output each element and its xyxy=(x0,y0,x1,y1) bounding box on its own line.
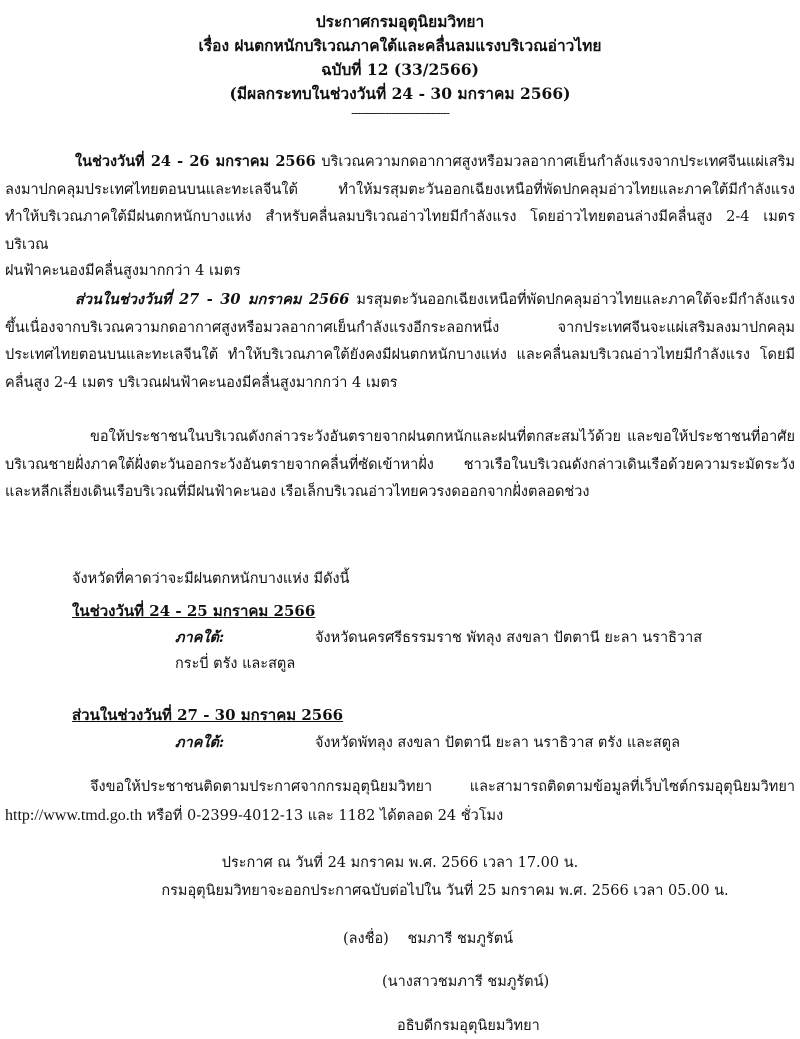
region-provinces-list: จังหวัดนครศรีธรรมราช พัทลุง สงขลา ปัตตานี ยะลา นราธิวาส xyxy=(315,630,703,646)
tmd-website-link[interactable]: http://www.tmd.go.th xyxy=(5,806,143,824)
contact-text: จึงขอให้ประชาชนติดตามประกาศจากกรมอุตุนิยมวิทยา และสามารถติดตามข้อมูลที่เว็บไซต์กรมอุตุนิยมวิทยา xyxy=(90,779,795,795)
region-label-south: ภาคใต้: xyxy=(175,629,225,646)
signature-label: (ลงชื่อ) xyxy=(343,931,389,947)
contact-phone-text: หรือที่ 0-2399-4012-13 และ 1182 ได้ตลอด 24 ชั่วโมง xyxy=(142,807,504,824)
paragraph-period-1-body: บริเวณความกดอากาศสูงหรือมวลอากาศเย็นกำลังแรงจากประเทศจีนแผ่เสริมลงมาปกคลุมประเทศไทยตอนบนและทะเลจีนใต้ ทำให้มรสุมตะวันออกเฉียงเหนือที่พัดปกคลุมอ่าวไทยและภาคใต้มีกำลังแรง ทำให้บริเวณภาคใต้มีฝนตกหนักบางแห่ง สำหรับคลื่นลมบริเวณอ่าวไทยมีกำลังแรง โดยอ่าวไทยตอนล่างมีคลื่นสูง 2-4 เมตร บริเวณ xyxy=(5,154,795,253)
paragraph-period-2-lead: ส่วนในช่วงวันที่ 27 - 30 มกราคม 2566 xyxy=(75,291,350,308)
header-subject: เรื่อง ฝนตกหนักบริเวณภาคใต้และคลื่นลมแรงบริเวณอ่าวไทย xyxy=(198,36,602,55)
paragraph-warning: ขอให้ประชาชนในบริเวณดังกล่าวระวังอันตรายจากฝนตกหนักและฝนที่ตกสะสมไว้ด้วย และขอให้ประชาชนที่อาศัยบริเวณชายฝั่งภาคใต้ฝั่งตะวันออกระวังอันตรายจากคลื่นที่ซัดเข้าหาฝั่ง ชาวเรือในบริเวณดังกล่าวเดินเรือด้วยความระมัดระวัง และหลีกเลี่ยงเดินเรือบริเวณที่มีฝนฟ้าคะนอง เรือเล็กบริเวณอ่าวไทยควรงดออกจากฝั่งตลอดช่วง xyxy=(5,429,795,500)
issued-date: ประกาศ ณ วันที่ 24 มกราคม พ.ศ. 2566 เวลา 17.00 น. xyxy=(221,855,579,871)
signatory-position: อธิบดีกรมอุตุนิยมวิทยา xyxy=(397,1018,540,1034)
signature-line xyxy=(343,927,513,951)
paragraph-period-1-tail: ฝนฟ้าคะนองมีคลื่นสูงมากกว่า 4 เมตร xyxy=(5,263,241,279)
provinces-period-1-heading: ในช่วงวันที่ 24 - 25 มกราคม 2566 xyxy=(72,602,316,620)
provinces-period-1-region xyxy=(175,624,775,652)
provinces-period-2-region xyxy=(175,729,775,757)
region-label-south: ภาคใต้: xyxy=(175,734,225,751)
provinces-period-2-heading: ส่วนในช่วงวันที่ 27 - 30 มกราคม 2566 xyxy=(72,706,344,724)
signatory-full-name: (นางสาวชมภารี ชมภูรัตน์) xyxy=(382,974,550,990)
document-header xyxy=(0,10,800,106)
provinces-period-1-region-cont: กระบี่ ตรัง และสตูล xyxy=(175,656,296,672)
paragraph-period-1-lead: ในช่วงวันที่ 24 - 26 มกราคม 2566 xyxy=(75,153,316,170)
header-issue-number: ฉบับที่ 12 (33/2566) xyxy=(321,60,479,79)
signature-name: ชมภารี ชมภูรัตน์ xyxy=(407,931,514,947)
paragraph-period-1 xyxy=(5,148,795,259)
header-agency: ประกาศกรมอุตุนิยมวิทยา xyxy=(315,12,485,31)
header-divider: -------------------------------- xyxy=(351,106,449,120)
header-effective-period: (มีผลกระทบในช่วงวันที่ 24 - 30 มกราคม 2566) xyxy=(229,84,571,103)
paragraph-period-2 xyxy=(5,286,795,397)
next-issue-note: กรมอุตุนิยมวิทยาจะออกประกาศฉบับต่อไปใน วันที่ 25 มกราคม พ.ศ. 2566 เวลา 05.00 น. xyxy=(161,883,729,899)
region-provinces-list: จังหวัดพัทลุง สงขลา ปัตตานี ยะลา นราธิวาส ตรัง และสตูล xyxy=(315,735,680,751)
paragraph-period-2-body: มรสุมตะวันออกเฉียงเหนือที่พัดปกคลุมอ่าวไทยและภาคใต้จะมีกำลังแรงขึ้นเนื่องจากบริเวณความกดอากาศสูงหรือมวลอากาศเย็นกำลังแรงอีกระลอกหนึ่ง จากประเทศจีนจะแผ่เสริมลงมาปกคลุมประเทศไทยตอนบนและทะเลจีนใต้ ทำให้บริเวณภาคใต้ยังคงมีฝนตกหนักบางแห่ง และคลื่นลมบริเวณอ่าวไทยมีกำลังแรง โดยมีคลื่นสูง 2-4 เมตร บริเวณฝนฟ้าคะนองมีคลื่นสูงมากกว่า 4 เมตร xyxy=(5,292,795,391)
contact-paragraph xyxy=(5,774,795,830)
provinces-intro: จังหวัดที่คาดว่าจะมีฝนตกหนักบางแห่ง มีดังนี้ xyxy=(72,571,350,587)
